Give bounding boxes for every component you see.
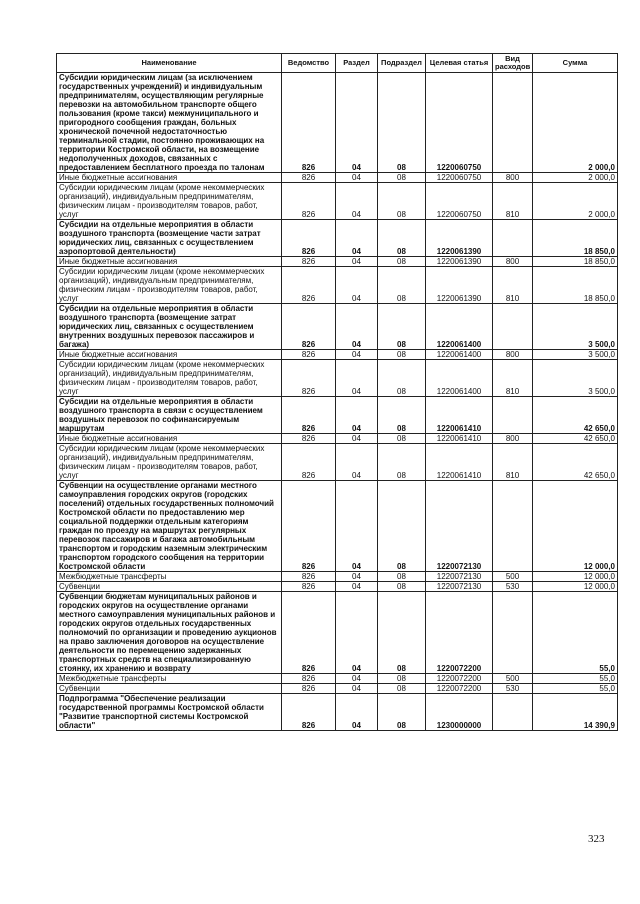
row-name: Иные бюджетные ассигнования bbox=[57, 173, 282, 183]
row-sum: 42 650,0 bbox=[533, 444, 618, 481]
row-expense-type: 800 bbox=[493, 257, 533, 267]
table-row bbox=[57, 350, 618, 360]
row-sum: 12 000,0 bbox=[533, 572, 618, 582]
row-department: 826 bbox=[282, 481, 336, 572]
row-target-article: 1220061390 bbox=[426, 257, 493, 267]
row-subsection: 08 bbox=[378, 481, 426, 572]
row-expense-type: 500 bbox=[493, 572, 533, 582]
row-expense-type: 810 bbox=[493, 360, 533, 397]
table-row bbox=[57, 674, 618, 684]
row-subsection: 08 bbox=[378, 173, 426, 183]
table-row bbox=[57, 397, 618, 434]
row-department: 826 bbox=[282, 674, 336, 684]
row-sum: 2 000,0 bbox=[533, 73, 618, 173]
row-target-article: 1220060750 bbox=[426, 183, 493, 220]
table-row bbox=[57, 304, 618, 350]
table-row bbox=[57, 220, 618, 257]
row-target-article: 1220072130 bbox=[426, 572, 493, 582]
row-name: Субсидии на отдельные мероприятия в области воздушного транспорта (возмещение части затрат юридических лиц, связанных с осуществлением аэропортовой деятельности) bbox=[57, 220, 282, 257]
header-department: Ведомство bbox=[282, 54, 336, 73]
row-target-article: 1230000000 bbox=[426, 694, 493, 731]
row-section: 04 bbox=[336, 481, 378, 572]
row-department: 826 bbox=[282, 397, 336, 434]
header-target-article: Целевая статья bbox=[426, 54, 493, 73]
row-name: Межбюджетные трансферты bbox=[57, 572, 282, 582]
row-name: Подпрограмма "Обеспечение реализации государственной программы Костромской области "Развитие транспортной системы Костромской области" bbox=[57, 694, 282, 731]
row-department: 826 bbox=[282, 572, 336, 582]
row-name: Субсидии юридическим лицам (кроме некоммерческих организаций), индивидуальным предпринимателям, физическим лицам - производителям товаров, работ, услуг bbox=[57, 267, 282, 304]
table-row bbox=[57, 183, 618, 220]
row-target-article: 1220072130 bbox=[426, 481, 493, 572]
row-target-article: 1220060750 bbox=[426, 73, 493, 173]
row-sum: 18 850,0 bbox=[533, 267, 618, 304]
budget-table bbox=[56, 53, 618, 731]
table-row bbox=[57, 434, 618, 444]
row-name: Субвенции bbox=[57, 684, 282, 694]
row-subsection: 08 bbox=[378, 350, 426, 360]
row-target-article: 1220061400 bbox=[426, 360, 493, 397]
row-target-article: 1220072200 bbox=[426, 592, 493, 674]
row-expense-type bbox=[493, 592, 533, 674]
row-target-article: 1220061400 bbox=[426, 350, 493, 360]
row-department: 826 bbox=[282, 360, 336, 397]
row-subsection: 08 bbox=[378, 572, 426, 582]
row-expense-type bbox=[493, 481, 533, 572]
row-target-article: 1220072130 bbox=[426, 582, 493, 592]
row-subsection: 08 bbox=[378, 444, 426, 481]
row-section: 04 bbox=[336, 694, 378, 731]
row-expense-type: 530 bbox=[493, 582, 533, 592]
row-expense-type: 810 bbox=[493, 267, 533, 304]
row-subsection: 08 bbox=[378, 674, 426, 684]
row-sum: 3 500,0 bbox=[533, 304, 618, 350]
row-name: Субсидии на отдельные мероприятия в области воздушного транспорта в связи с осуществлением воздушных перевозок по софинансируемым маршрутам bbox=[57, 397, 282, 434]
row-target-article: 1220061400 bbox=[426, 304, 493, 350]
table-row bbox=[57, 592, 618, 674]
row-section: 04 bbox=[336, 684, 378, 694]
row-department: 826 bbox=[282, 73, 336, 173]
row-name: Субвенции bbox=[57, 582, 282, 592]
table-row bbox=[57, 684, 618, 694]
row-sum: 12 000,0 bbox=[533, 481, 618, 572]
header-expense-type: Вид расходов bbox=[493, 54, 533, 73]
row-expense-type bbox=[493, 397, 533, 434]
row-section: 04 bbox=[336, 267, 378, 304]
row-name: Субвенции на осуществление органами местного самоуправления городских округов (городских поселений) отдельных государственных полномочий Костромской области по предоставлению мер социальной поддержки отдельным категориям граждан по проезду на маршрутах регулярных перевозок пассажиров и багажа автомобильным транспортом и городским наземным электрическим транспортом городского сообщения на территории Костромской области bbox=[57, 481, 282, 572]
header-sum: Сумма bbox=[533, 54, 618, 73]
row-expense-type: 800 bbox=[493, 350, 533, 360]
row-sum: 42 650,0 bbox=[533, 397, 618, 434]
row-subsection: 08 bbox=[378, 360, 426, 397]
row-subsection: 08 bbox=[378, 592, 426, 674]
row-subsection: 08 bbox=[378, 397, 426, 434]
row-target-article: 1220060750 bbox=[426, 173, 493, 183]
row-name: Субсидии юридическим лицам (кроме некоммерческих организаций), индивидуальным предпринимателям, физическим лицам - производителям товаров, работ, услуг bbox=[57, 444, 282, 481]
row-name: Субсидии юридическим лицам (кроме некоммерческих организаций), индивидуальным предпринимателям, физическим лицам - производителям товаров, работ, услуг bbox=[57, 360, 282, 397]
row-department: 826 bbox=[282, 684, 336, 694]
row-expense-type: 530 bbox=[493, 684, 533, 694]
row-department: 826 bbox=[282, 173, 336, 183]
row-expense-type: 800 bbox=[493, 434, 533, 444]
row-sum: 42 650,0 bbox=[533, 434, 618, 444]
row-sum: 2 000,0 bbox=[533, 183, 618, 220]
row-department: 826 bbox=[282, 304, 336, 350]
row-name: Субсидии на отдельные мероприятия в области воздушного транспорта (возмещение затрат юридических лиц, связанных с осуществлением внутренних воздушных перевозок пассажиров и багажа) bbox=[57, 304, 282, 350]
row-name: Субсидии юридическим лицам (кроме некоммерческих организаций), индивидуальным предпринимателям, физическим лицам - производителям товаров, работ, услуг bbox=[57, 183, 282, 220]
row-department: 826 bbox=[282, 434, 336, 444]
row-section: 04 bbox=[336, 183, 378, 220]
row-expense-type bbox=[493, 694, 533, 731]
row-expense-type: 810 bbox=[493, 183, 533, 220]
row-subsection: 08 bbox=[378, 220, 426, 257]
row-sum: 3 500,0 bbox=[533, 350, 618, 360]
table-row bbox=[57, 267, 618, 304]
row-subsection: 08 bbox=[378, 434, 426, 444]
table-row bbox=[57, 73, 618, 173]
row-target-article: 1220061410 bbox=[426, 444, 493, 481]
row-subsection: 08 bbox=[378, 694, 426, 731]
row-section: 04 bbox=[336, 257, 378, 267]
row-section: 04 bbox=[336, 173, 378, 183]
table-row bbox=[57, 481, 618, 572]
table-row bbox=[57, 582, 618, 592]
row-expense-type bbox=[493, 73, 533, 173]
row-name: Иные бюджетные ассигнования bbox=[57, 350, 282, 360]
row-section: 04 bbox=[336, 304, 378, 350]
row-name: Иные бюджетные ассигнования bbox=[57, 434, 282, 444]
row-section: 04 bbox=[336, 582, 378, 592]
header-name: Наименование bbox=[57, 54, 282, 73]
row-target-article: 1220061410 bbox=[426, 434, 493, 444]
row-section: 04 bbox=[336, 674, 378, 684]
row-sum: 55,0 bbox=[533, 684, 618, 694]
row-section: 04 bbox=[336, 73, 378, 173]
row-subsection: 08 bbox=[378, 257, 426, 267]
row-sum: 55,0 bbox=[533, 674, 618, 684]
row-section: 04 bbox=[336, 350, 378, 360]
row-target-article: 1220061410 bbox=[426, 397, 493, 434]
row-department: 826 bbox=[282, 220, 336, 257]
row-target-article: 1220072200 bbox=[426, 674, 493, 684]
table-row bbox=[57, 444, 618, 481]
row-department: 826 bbox=[282, 582, 336, 592]
row-expense-type bbox=[493, 304, 533, 350]
row-sum: 12 000,0 bbox=[533, 582, 618, 592]
row-name: Субсидии юридическим лицам (за исключением государственных учреждений) и индивидуальным предпринимателям, осуществляющим регулярные перевозки на автомобильном транспорте общего пользования (кроме такси) межмуниципального и пригородного сообщения граждан, больных хронической почечной недостаточностью терминальной стадии, постоянно проживающих на территории Костромской области, на возмещение недополученных доходов, связанных с предоставлением бесплатного проезда по талонам bbox=[57, 73, 282, 173]
row-expense-type bbox=[493, 220, 533, 257]
row-department: 826 bbox=[282, 267, 336, 304]
table-row bbox=[57, 360, 618, 397]
row-sum: 18 850,0 bbox=[533, 257, 618, 267]
row-section: 04 bbox=[336, 444, 378, 481]
row-subsection: 08 bbox=[378, 684, 426, 694]
row-section: 04 bbox=[336, 592, 378, 674]
row-sum: 55,0 bbox=[533, 592, 618, 674]
row-target-article: 1220072200 bbox=[426, 684, 493, 694]
row-subsection: 08 bbox=[378, 267, 426, 304]
row-section: 04 bbox=[336, 220, 378, 257]
table-row bbox=[57, 572, 618, 582]
row-department: 826 bbox=[282, 694, 336, 731]
row-department: 826 bbox=[282, 257, 336, 267]
row-expense-type: 810 bbox=[493, 444, 533, 481]
row-target-article: 1220061390 bbox=[426, 267, 493, 304]
row-department: 826 bbox=[282, 444, 336, 481]
page-number: 323 bbox=[588, 833, 605, 845]
table-header-row bbox=[57, 54, 618, 73]
row-subsection: 08 bbox=[378, 73, 426, 173]
row-target-article: 1220061390 bbox=[426, 220, 493, 257]
table-row bbox=[57, 694, 618, 731]
row-department: 826 bbox=[282, 592, 336, 674]
row-sum: 2 000,0 bbox=[533, 173, 618, 183]
row-expense-type: 500 bbox=[493, 674, 533, 684]
row-expense-type: 800 bbox=[493, 173, 533, 183]
header-subsection: Подраздел bbox=[378, 54, 426, 73]
header-section: Раздел bbox=[336, 54, 378, 73]
table-row bbox=[57, 257, 618, 267]
row-name: Межбюджетные трансферты bbox=[57, 674, 282, 684]
row-department: 826 bbox=[282, 183, 336, 220]
row-sum: 14 390,9 bbox=[533, 694, 618, 731]
row-section: 04 bbox=[336, 434, 378, 444]
row-sum: 3 500,0 bbox=[533, 360, 618, 397]
row-department: 826 bbox=[282, 350, 336, 360]
row-section: 04 bbox=[336, 360, 378, 397]
row-subsection: 08 bbox=[378, 304, 426, 350]
row-subsection: 08 bbox=[378, 582, 426, 592]
row-name: Иные бюджетные ассигнования bbox=[57, 257, 282, 267]
row-subsection: 08 bbox=[378, 183, 426, 220]
table-row bbox=[57, 173, 618, 183]
row-sum: 18 850,0 bbox=[533, 220, 618, 257]
row-name: Субвенции бюджетам муниципальных районов и городских округов на осуществление органами местного самоуправления муниципальных районов и городских округов отдельных государственных полномочий по организации и проведению аукционов на право заключения договоров на осуществление деятельности по перемещению задержанных транспортных средств на специализированную стоянку, их хранению и возврату bbox=[57, 592, 282, 674]
row-section: 04 bbox=[336, 397, 378, 434]
row-section: 04 bbox=[336, 572, 378, 582]
